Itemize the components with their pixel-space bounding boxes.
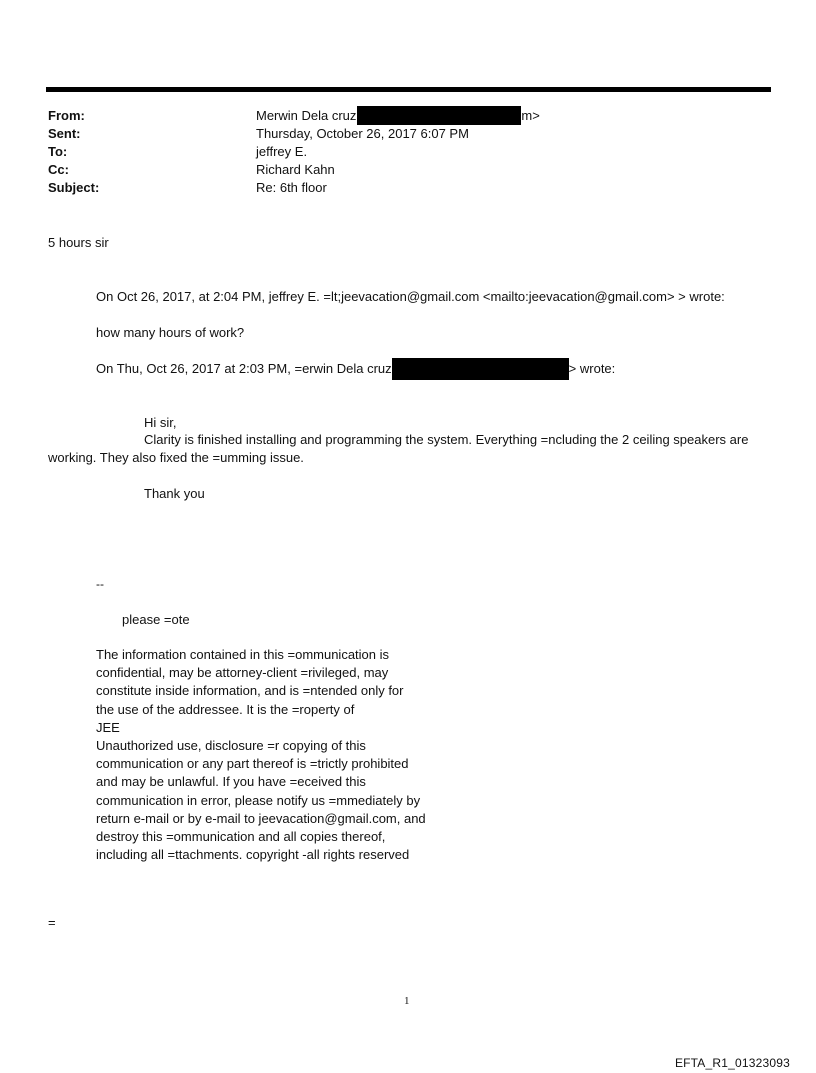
disclaimer-line: The information contained in this =ommunication is xyxy=(96,647,390,662)
disclaimer-line: Unauthorized use, disclosure =r copying of this xyxy=(96,738,366,754)
disclaimer-line: JEE xyxy=(96,719,120,735)
bates-number: EFTA_R1_01323093 xyxy=(674,1056,790,1070)
redaction-box xyxy=(357,106,521,125)
quote1-text: how many hours of work? xyxy=(96,325,245,340)
sent-label: Sent: xyxy=(48,126,81,141)
quote1-attribution: On Oct 26, 2017, at 2:04 PM, jeffrey E. =lt;jeevacation@gmail.com <mailto:jeevacation@gmail.com> > wrote: xyxy=(96,289,725,304)
page-number: 1 xyxy=(404,995,410,1007)
from-email-suffix: m> xyxy=(521,108,540,123)
trailing-equals: = xyxy=(48,915,56,930)
quote2-attribution xyxy=(96,360,615,380)
disclaimer-line: including all =ttachments. copyright -all rights reserved xyxy=(96,847,410,863)
signature-separator: -- xyxy=(96,577,104,591)
from-label: From: xyxy=(48,108,85,123)
cc-label: Cc: xyxy=(48,162,69,177)
to-label: To: xyxy=(48,144,68,159)
closing: Thank you xyxy=(144,486,205,501)
from-value xyxy=(256,107,540,125)
quote2-attribution-suffix: > wrote: xyxy=(568,361,616,376)
disclaimer-line: destroy this =ommunication and all copies thereof, xyxy=(96,829,386,845)
from-name: Merwin Dela cruz xyxy=(256,108,357,123)
greeting: Hi sir, xyxy=(144,415,177,430)
please-note: please =ote xyxy=(122,612,190,627)
subject-value: Re: 6th floor xyxy=(256,180,327,195)
to-value: jeffrey E. xyxy=(256,144,308,159)
paragraph-line-2: working. They also fixed the =umming issue. xyxy=(48,450,304,465)
disclaimer-line: the use of the addressee. It is the =roperty of xyxy=(96,701,355,717)
disclaimer-line: communication in error, please notify us =mmediately by xyxy=(96,792,421,808)
disclaimer-line: communication or any part thereof is =trictly prohibited xyxy=(96,756,409,772)
cc-value: Richard Kahn xyxy=(256,162,335,177)
disclaimer-line: and may be unlawful. If you have =eceived this xyxy=(96,774,366,790)
quote2-attribution-prefix: On Thu, Oct 26, 2017 at 2:03 PM, =erwin Dela cruz xyxy=(96,361,392,376)
disclaimer-line: confidential, may be attorney-client =rivileged, may xyxy=(96,665,389,681)
subject-label: Subject: xyxy=(48,180,100,195)
sent-value: Thursday, October 26, 2017 6:07 PM xyxy=(256,126,469,141)
confidentiality-disclaimer xyxy=(96,646,456,864)
reply-text: 5 hours sir xyxy=(48,235,109,250)
redaction-box xyxy=(392,358,569,380)
header-rule xyxy=(46,87,771,92)
disclaimer-line: return e-mail or by e-mail to jeevacation@gmail.com, and xyxy=(96,810,426,826)
disclaimer-line: constitute inside information, and is =ntended only for xyxy=(96,683,404,699)
paragraph-line-1: Clarity is finished installing and programming the system. Everything =ncluding the 2 ceiling speakers are xyxy=(144,432,749,447)
